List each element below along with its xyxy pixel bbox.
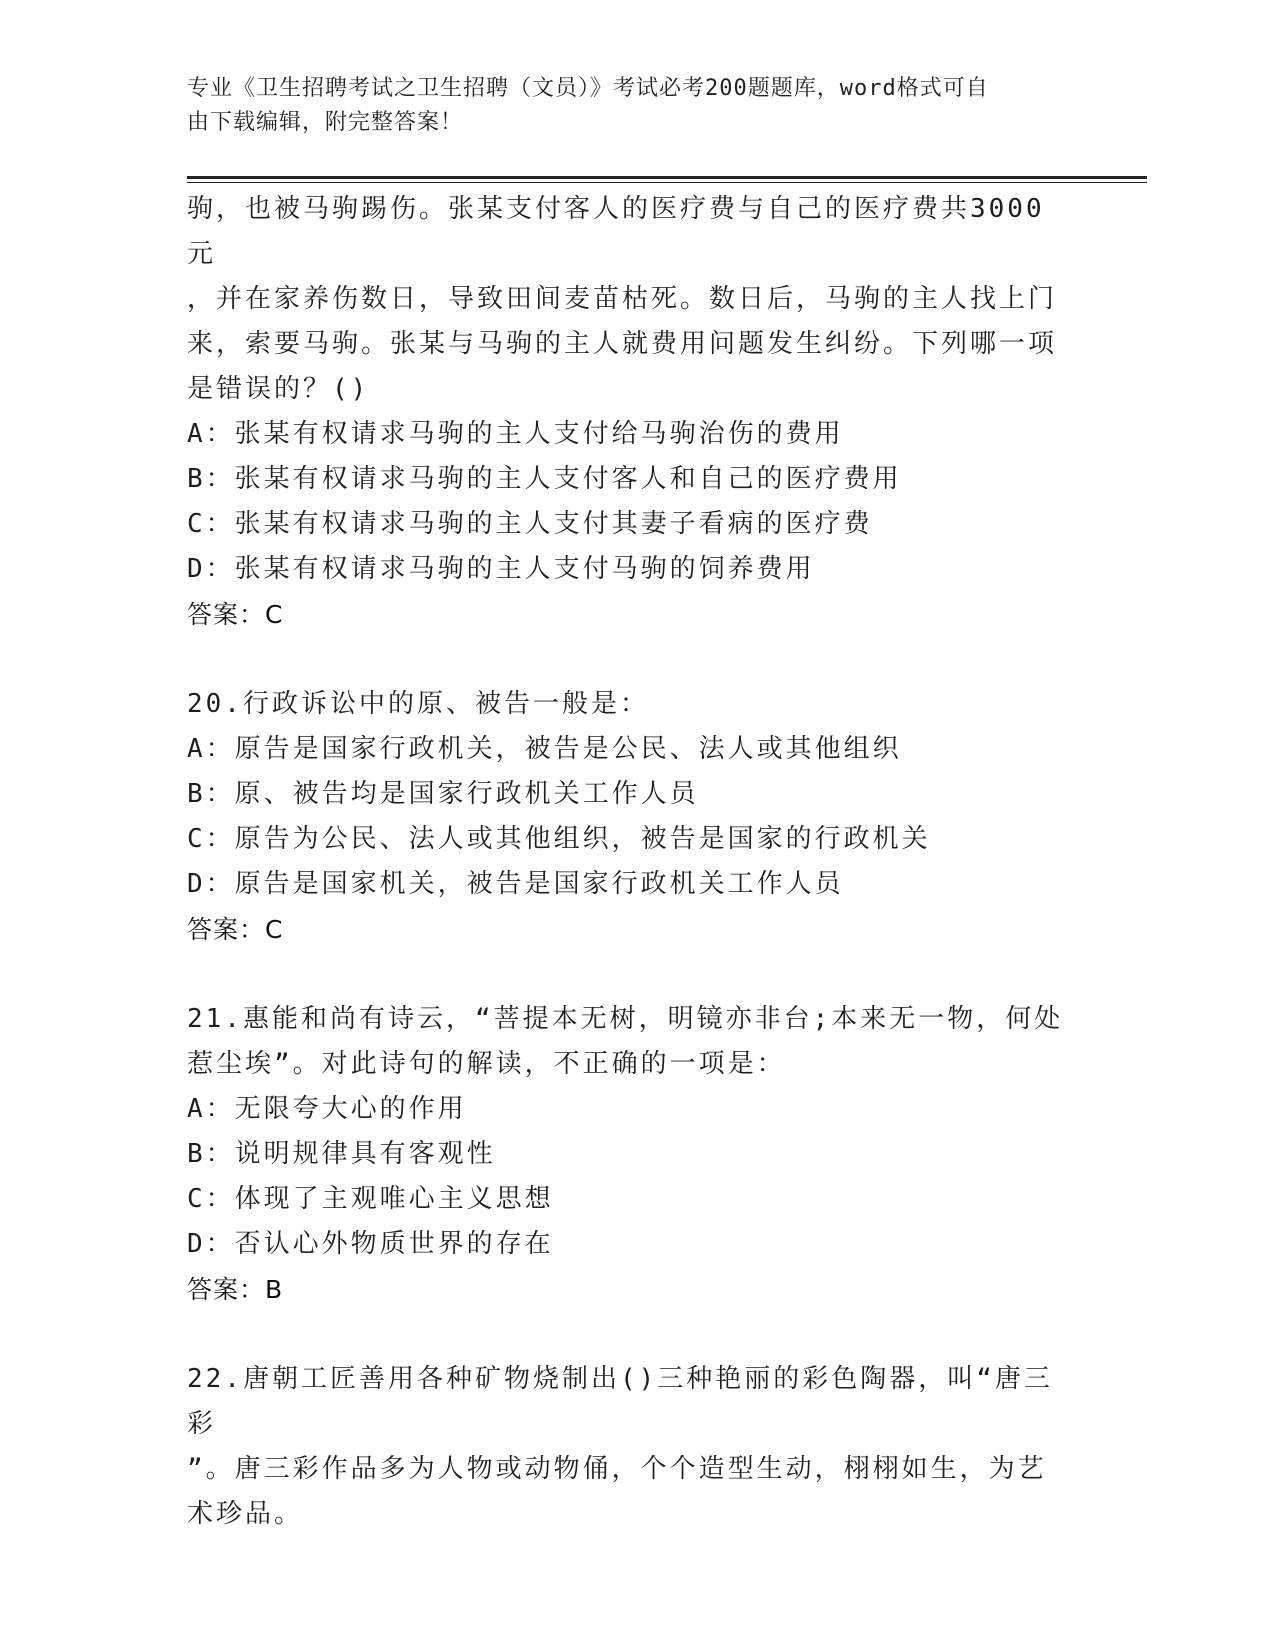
header-title-line-2: 由下载编辑，附完整答案！ xyxy=(187,110,464,135)
option-b: B：张某有权请求马驹的主人支付客人和自己的医疗费用 xyxy=(187,464,902,494)
option-b: B：说明规律具有客观性 xyxy=(187,1139,496,1169)
option-a: A：张某有权请求马驹的主人支付给马驹治伤的费用 xyxy=(187,419,844,449)
question-22 xyxy=(187,1357,1067,1537)
option-a: A：原告是国家行政机关，被告是公民、法人或其他组织 xyxy=(187,734,902,764)
question-content xyxy=(187,187,1067,1537)
question-stem: 20.行政诉讼中的原、被告一般是： xyxy=(187,689,649,719)
question-stem: ”。唐三彩作品多为人物或动物俑，个个造型生动，栩栩如生，为艺 xyxy=(187,1454,1047,1484)
header-divider-thick xyxy=(187,176,1147,179)
question-stem: 术珍品。 xyxy=(187,1499,304,1529)
question-19-continuation xyxy=(187,187,1067,637)
option-b: B：原、被告均是国家行政机关工作人员 xyxy=(187,779,699,809)
stem-line: 来，索要马驹。张某与马驹的主人就费用问题发生纠纷。下列哪一项 xyxy=(187,329,1058,359)
header-title-line-1: 专业《卫生招聘考试之卫生招聘（文员）》考试必考200题题库，word格式可自 xyxy=(187,76,989,101)
answer-line: 答案：C xyxy=(187,915,284,944)
option-a: A：无限夸大心的作用 xyxy=(187,1094,467,1124)
header-divider-thin xyxy=(187,182,1147,183)
option-c: C：体现了主观唯心主义思想 xyxy=(187,1184,554,1214)
question-20 xyxy=(187,682,1067,952)
question-stem: 22.唐朝工匠善用各种矿物烧制出()三种艳丽的彩色陶器，叫“唐三彩 xyxy=(187,1364,1053,1439)
option-d: D：否认心外物质世界的存在 xyxy=(187,1229,554,1259)
answer-line: 答案：C xyxy=(187,600,284,629)
question-21 xyxy=(187,997,1067,1312)
stem-line: 是错误的？() xyxy=(187,374,370,404)
stem-line: ，并在家养伤数日，导致田间麦苗枯死。数日后，马驹的主人找上门 xyxy=(187,284,1058,314)
option-c: C：张某有权请求马驹的主人支付其妻子看病的医疗费 xyxy=(187,509,873,539)
option-d: D：张某有权请求马驹的主人支付马驹的饲养费用 xyxy=(187,554,815,584)
document-header xyxy=(187,72,1067,140)
question-stem: 21.惠能和尚有诗云，“菩提本无树，明镜亦非台;本来无一物，何处 xyxy=(187,1004,1064,1034)
option-c: C：原告为公民、法人或其他组织，被告是国家的行政机关 xyxy=(187,824,931,854)
answer-line: 答案：B xyxy=(187,1275,284,1304)
question-stem: 惹尘埃”。对此诗句的解读，不正确的一项是： xyxy=(187,1049,786,1079)
option-d: D：原告是国家机关，被告是国家行政机关工作人员 xyxy=(187,869,844,899)
stem-line: 驹，也被马驹踢伤。张某支付客人的医疗费与自己的医疗费共3000元 xyxy=(187,194,1045,269)
